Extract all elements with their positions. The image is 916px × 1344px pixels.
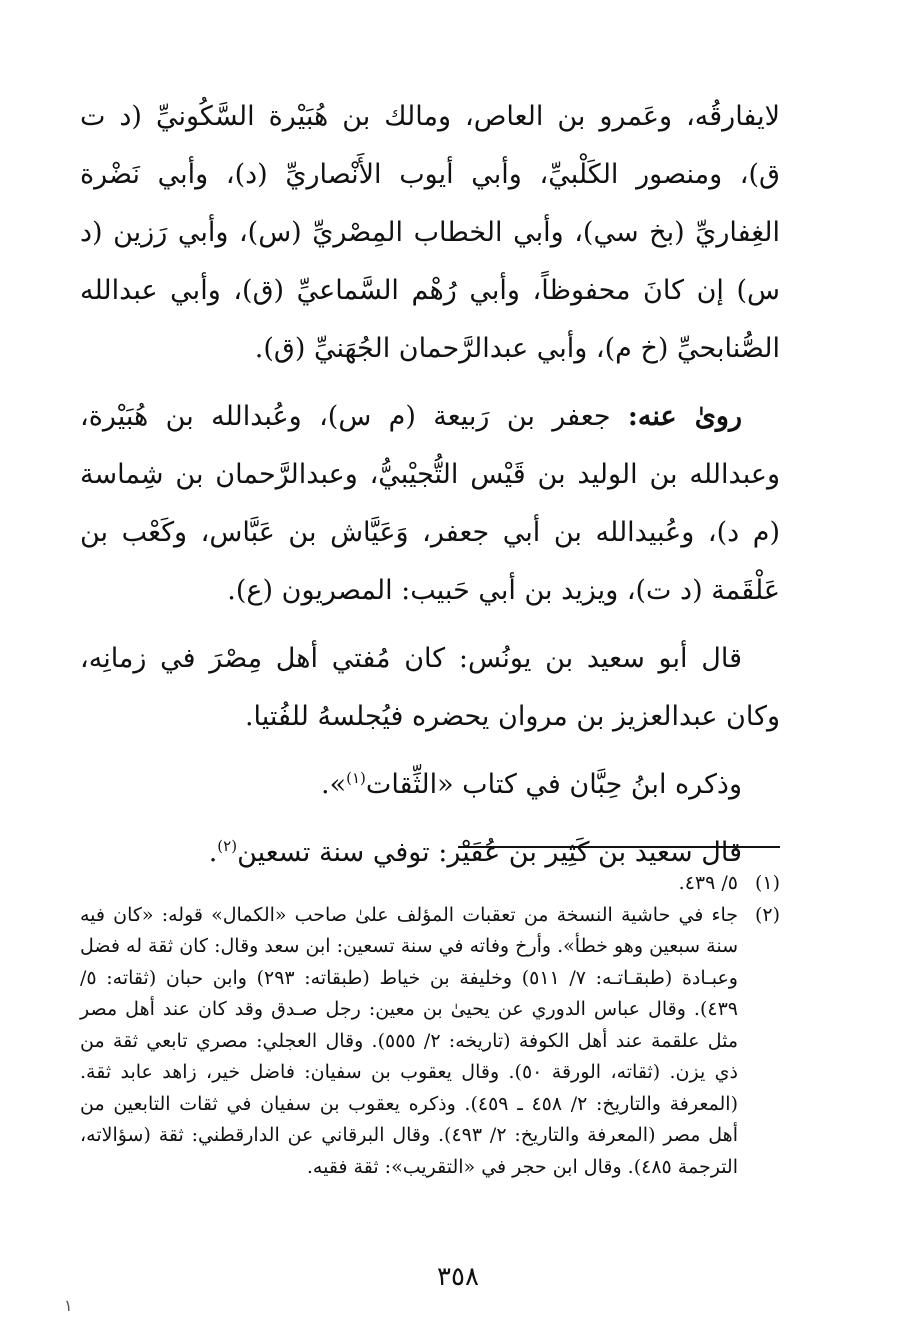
page-number: ٣٥٨ [437,1262,479,1292]
death-date-text: قال سعيد بن كَثِير بن عُفَيْر: توفي سنة تسعين [237,837,742,868]
narrators-heading: روىٰ عنه: [627,401,742,432]
footnote-text: جاء في حاشية النسخة من تعقبات المؤلف علىٰ صاحب «الكمال» قوله: «كان فيه سنة سبعين وهو خطأ». وأرخ وفاته في سنة تسعين: ابن سعد وقال: كان ثقة له فضل وعبـادة (طبقـاتـه: ٧/ ٥١١) وخليفة بن خياط (طبقاته: ٢٩٣) وابن حبان (ثقاته: ٥/ ٤٣٩). وقال عباس الدوري عن يحيىٰ بن معين: رجل صـدق وقد كان عند أهل مصر مثل علقمة عند أهل الكوفة (تاريخه: ٢/ ٥٥٥). وقال العجلي: مصري تابعي ثقة من ذي يزن. (ثقاته، الورقة ٥٠). وقال يعقوب بن سفيان: فاضل خير، زاهد عابد ثقة. (المعرفة والتاريخ: ٢/ ٤٥٨ ـ ٤٥٩). وذكره يعقوب بن سفيان في ثقات التابعين من أهل مصر (المعرفة والتاريخ: ٢/ ٤٩٣). وقال البرقاني عن الدارقطني: ثقة (سؤالاته، الترجمة ٤٨٥). وقال ابن حجر في «التقريب»: ثقة فقيه. [80,903,738,1178]
death-date-end: . [208,837,218,868]
main-text [80,88,780,892]
footnote-number: (٢) [754,903,780,926]
ibn-hibban-text: وذكره ابنُ حِبَّان في كتاب «الثِّقات [365,769,742,800]
footnote-ref-2[interactable]: (٢) [217,837,238,855]
footnote-divider [458,846,780,848]
footnotes [80,868,780,1183]
paragraph-ibn-hibban [80,756,780,814]
footnote-number: (١) [754,872,780,894]
footnote-2 [80,900,780,1184]
paragraph-narrators [80,388,780,620]
paragraph-teachers: لايفارقُه، وعَمرو بن العاص، ومالك بن هُبَيْرة السَّكُونيِّ (د ت ق)، ومنصور الكَلْبيِّ، وأبي أيوب الأَنْصاريِّ (د)، وأبي نَضْرة الغِفاريِّ (بخ سي)، وأبي الخطاب المِصْريِّ (س)، وأبي رَزين (د س) إن كانَ محفوظاً، وأبي رُهْم السَّماعيِّ (ق)، وأبي عبدالله الصُّنابحيِّ (خ م)، وأبي عبدالرَّحمان الجُهَنيِّ (ق). [80,101,780,364]
footnote-text: ٥/ ٤٣٩. [678,872,738,894]
paragraph-ibn-yunus: قال أبو سعيد بن يونُس: كان مُفتي أهل مِصْرَ في زمانِه، وكان عبدالعزيز بن مروان يحضره فيُجلسهُ للفُتيا. [80,643,780,732]
ibn-hibban-end: ». [321,769,347,800]
footnote-1 [80,868,780,900]
margin-mark: ١ [64,1296,73,1315]
footnote-ref-1[interactable]: (١) [346,769,366,787]
narrators-text: جعفر بن رَبيعة (م س)، وعُبدالله بن هُبَيْرة، وعبدالله بن الوليد بن قَيْس التُّجيْبيُّ، وعبدالرَّحمان بن شِماسة (م د)، وعُبيدالله بن أبي جعفر، وَعَيَّاش بن عَبَّاس، وكَعْب بن عَلْقَمة (د ت)، ويزيد بن أبي حَبيب: المصريون (ع). [80,401,780,606]
